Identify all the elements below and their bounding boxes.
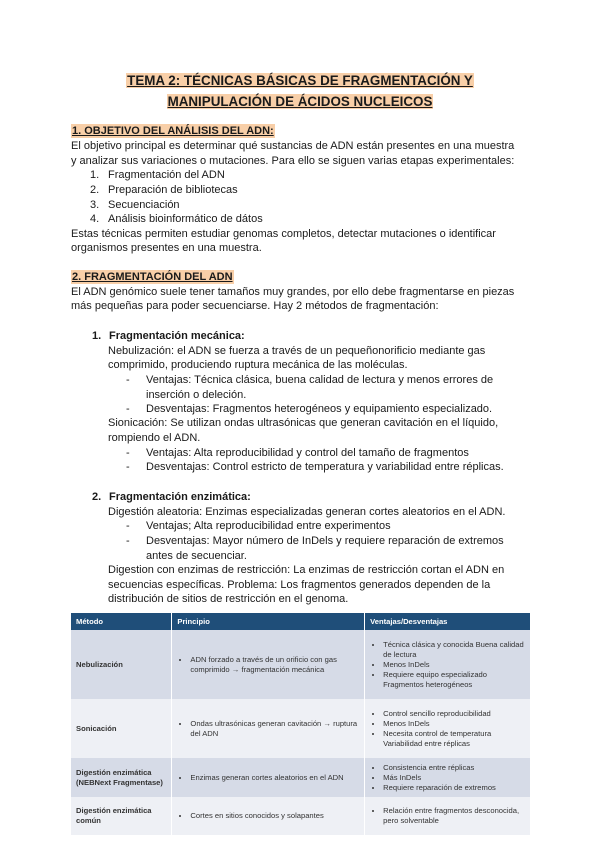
section-2-heading: 2. FRAGMENTACIÓN DEL ADN [72,271,233,283]
sonication-line-1: Sionicación: Se utilizan ondas ultrasónicas que generan cavitación en el líquido, [108,417,499,429]
random-digestion-disadvantages: - Desventajas: Mayor número de InDels y requiere reparación de extremos antes de secuenciar. [126,535,504,562]
list-item: • Relación entre fragmentos desconocida, pero solventable [383,806,525,826]
list-item: • Más InDels [383,773,525,783]
sonication-line-2: rompiendo el ADN. [108,432,201,444]
nebulization-line-1: Nebulización: el ADN se fuerza a través de un pequeñonorificio mediante gas [108,345,486,357]
section-1-intro-line-1: El objetivo principal es determinar qué sustancias de ADN están presentes en una muestra [71,140,515,152]
table-cell-principle [172,758,365,797]
table-cell-principle [172,630,365,699]
list-item: • ADN forzado a través de un orificio con gas comprimido → fragmentación mecánica [190,655,359,675]
table-cell-method: Digestión enzimática común [71,797,172,835]
list-item: • Necesita control de temperatura Variabilidad entre réplicas [383,729,525,749]
list-item: • Menos InDels [383,719,525,729]
nebulization-disadvantages: - Desventajas: Fragmentos heterogéneos y equipamiento especializado. [126,403,493,415]
table-row [71,630,531,699]
table-row [71,699,531,758]
section-1-outro-line-2: organismos presentes en una muestra. [71,242,262,254]
section-1-intro-line-2: y analizar sus variaciones o mutaciones. Para ello se siguen varias etapas experimentales: [71,155,515,167]
list-item: • Requiere equipo especializado Fragmentos heterogéneos [383,670,525,690]
table-header-pros-cons: Ventajas/Desventajas [365,613,531,630]
table-row [71,758,531,797]
section-1-heading: 1. OBJETIVO DEL ANÁLISIS DEL ADN: [72,125,274,137]
step-item: 1. Fragmentación del ADN [90,169,225,181]
table-cell-pros-cons [365,630,531,699]
section-2-intro-line-1: El ADN genómico suele tener tamaños muy grandes, por ello debe fragmentarse en piezas [71,286,515,298]
table-cell-principle [172,699,365,758]
list-item: • Enzimas generan cortes aleatorios en el ADN [190,773,359,783]
table-header-row [71,613,531,630]
document-title [60,70,540,112]
restriction-digestion-line-2: secuencias específicas. Problema: Los fragmentos generados dependen de la [108,579,491,591]
step-item: 2. Preparación de bibliotecas [90,184,238,196]
table-cell-method: Digestión enzimática (NEBNext Fragmentase) [71,758,172,797]
list-item: • Menos InDels [383,660,525,670]
list-item: • Ondas ultrasónicas generan cavitación → ruptura del ADN [190,719,359,739]
enzymatic-subheading: 2. Fragmentación enzimática: [92,491,251,503]
list-item: • Control sencillo reproducibilidad [383,709,525,719]
sonication-advantages: - Ventajas: Alta reproducibilidad y control del tamaño de fragmentos [126,447,469,459]
list-item: • Consistencia entre réplicas [383,763,525,773]
table-cell-method: Sonicación [71,699,172,758]
table-cell-pros-cons [365,758,531,797]
restriction-digestion-line-3: distribución de sitios de restricción en el genoma. [108,593,349,605]
mechanical-subheading: 1. Fragmentación mecánica: [92,330,245,342]
list-item: • Cortes en sitios conocidos y solapantes [190,811,359,821]
section-2-intro-line-2: más pequeñas para poder secuenciarse. Hay 2 métodos de fragmentación: [71,300,439,312]
nebulization-advantages: - Ventajas: Técnica clásica, buena calidad de lectura y menos errores de inserción o deleción. [126,374,494,401]
random-digestion-line: Digestión aleatoria: Enzimas especializadas generan cortes aleatorios en el ADN. [108,506,506,518]
list-item: • Técnica clásica y conocida Buena calidad de lectura [383,640,525,660]
table-cell-method: Nebulización [71,630,172,699]
step-item: 3. Secuenciación [90,199,180,211]
nebulization-line-2: comprimido, produciendo ruptura mecánica de las moléculas. [108,359,408,371]
list-item: • Requiere reparación de extremos [383,783,525,793]
section-1-outro-line-1: Estas técnicas permiten estudiar genomas completos, detectar mutaciones o identificar [71,228,496,240]
random-digestion-advantages: - Ventajas; Alta reproducibilidad entre experimentos [126,520,391,532]
table-cell-principle [172,797,365,835]
table-cell-pros-cons [365,699,531,758]
title-line-2: MANIPULACIÓN DE ÁCIDOS NUCLEICOS [167,94,433,109]
sonication-disadvantages: - Desventajas: Control estricto de temperatura y variabilidad entre réplicas. [126,461,504,473]
title-line-1: TEMA 2: TÉCNICAS BÁSICAS DE FRAGMENTACIÓN Y [127,73,473,88]
comparison-table [71,613,531,835]
table-cell-pros-cons [365,797,531,835]
table-header-principle: Principio [172,613,365,630]
restriction-digestion-line-1: Digestion con enzimas de restricción: La enzimas de restricción cortan el ADN en [108,564,505,576]
table-header-method: Método [71,613,172,630]
step-item: 4. Análisis bioinformático de dátos [90,213,263,225]
table-row [71,797,531,835]
